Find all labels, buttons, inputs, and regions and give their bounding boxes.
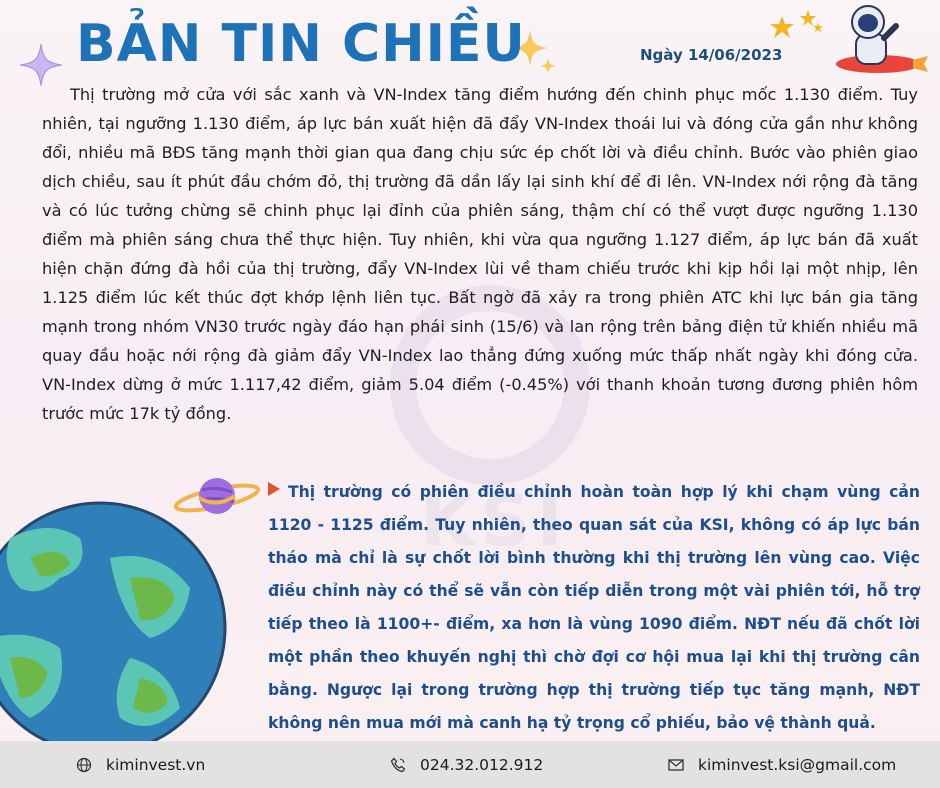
footer-email[interactable] [668,741,896,788]
earth-illustration [0,498,230,758]
market-summary-paragraph: Thị trường mở cửa với sắc xanh và VN-Index tăng điểm hướng đến chinh phục mốc 1.130 điểm. Tuy nhiên, tại ngưỡng 1.130 điểm, áp lực bán xuất hiện đã đẩy VN-Index thoái lui và đóng cửa gần như không đổi, nhiều mã BĐS tăng mạnh thời gian qua đang chịu sức ép chốt lời và điều chỉnh. Bước vào phiên giao dịch chiều, sau ít phút đầu chớm đỏ, thị trường đã dần lấy lại sinh khí để đi lên. VN-Index nới rộng đà tăng và có lúc tưởng chừng sẽ chinh phục lại đỉnh của phiên sáng, thậm chí có thể vượt được ngưỡng 1.130 điểm mà phiên sáng chưa thể thực hiện. Tuy nhiên, khi vừa qua ngưỡng 1.127 điểm, áp lực bán đã xuất hiện chặn đứng đà hồi của thị trường, đẩy VN-Index lùi về tham chiếu trước khi kịp hồi lại một nhịp, lên 1.125 điểm lúc kết thúc đợt khớp lệnh liên tục. Bất ngờ đã xảy ra trong phiên ATC khi lực bán gia tăng mạnh trong nhóm VN30 trước ngày đáo hạn phái sinh (15/6) và lan rộng trên bảng điện tử khiến nhiều mã quay đầu hoặc nới rộng đà giảm đẩy VN-Index lao thẳng đứng xuống mức thấp nhất ngày khi đóng cửa. VN-Index dừng ở mức 1.117,42 điểm, giảm 5.04 điểm (-0.45%) với thanh khoản tương đương phiên hôm trước mức 17k tỷ đồng. [42,85,918,423]
page-title: BẢN TIN CHIỀU [76,14,526,74]
phone-icon [390,757,406,773]
phone-number[interactable]: 024.32.012.912 [420,755,544,774]
footer-phone[interactable] [390,741,543,788]
triangle-bullet-icon [268,482,280,496]
envelope-icon [668,758,684,772]
sparkle-icon [540,58,556,74]
watermark-logo: KSI [420,480,569,562]
website-link[interactable]: kiminvest.vn [106,755,206,774]
callout-text: Thị trường có phiên điều chỉnh hoàn toàn hợp lý khi chạm vùng cản 1120 - 1125 điểm. Tuy nhiên, theo quan sát của KSI, không có áp lực bán tháo mà chỉ là sự chốt lời bình thường khi thị trường lên vùng cao. Việc điều chỉnh này có thể sẽ vẫn còn tiếp diễn trong một vài phiên tới, hỗ trợ tiếp theo là 1100+- điểm, xa hơn là vùng 1090 điểm. NĐT nếu đã chốt lời một phần theo khuyến nghị thì chờ đợi cơ hội mua lại khi thị trường cân bằng. Ngược lại trong trường hợp thị trường tiếp tục tăng mạnh, NĐT không nên mua mới mà canh hạ tỷ trọng cổ phiếu, bảo vệ thành quả. [268,483,920,732]
globe-icon [76,757,92,773]
astronaut-illustration [768,2,928,82]
email-address[interactable]: kiminvest.ksi@gmail.com [698,755,897,774]
footer-website[interactable] [76,741,205,788]
footer-bar [0,741,940,788]
issue-date: Ngày 14/06/2023 [640,46,783,64]
analyst-callout [268,476,920,740]
